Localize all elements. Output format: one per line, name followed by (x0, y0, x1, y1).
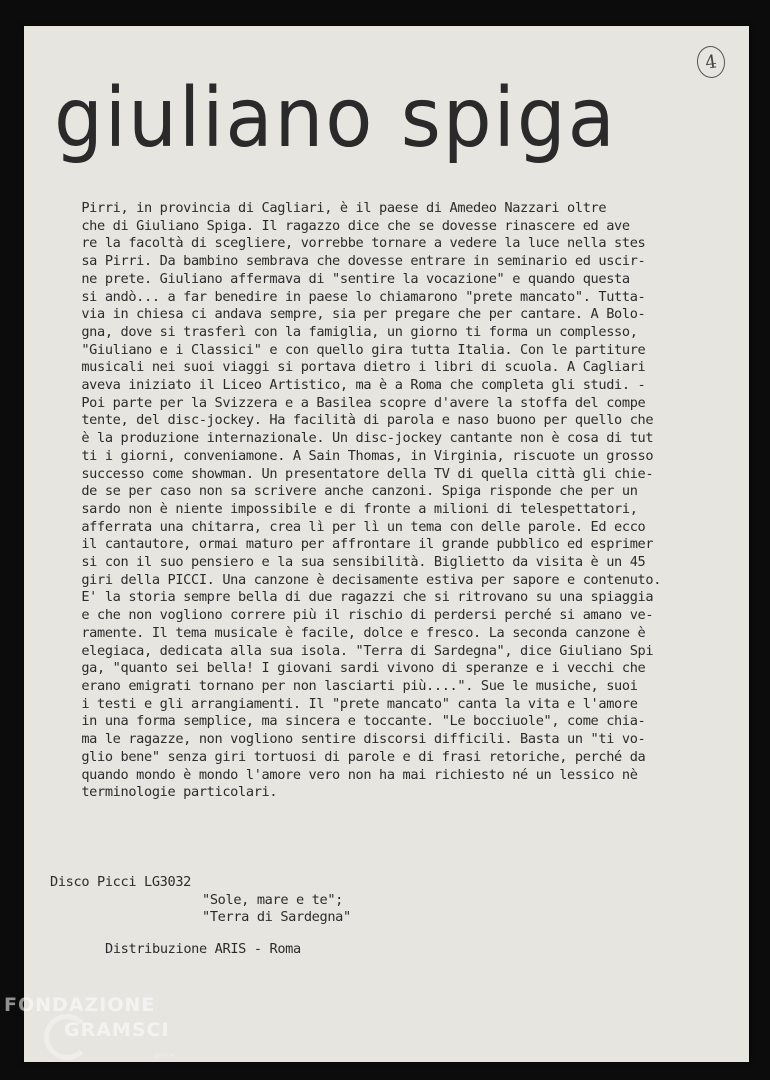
body-line: ga, "quanto sei bella! I giovani sardi vivono di speranze e i vecchi che (50, 660, 646, 677)
body-line: e che non vogliono correre più il rischio di perdersi perché si amano ve- (50, 607, 654, 624)
body-line: quando mondo è mondo l'amore vero non ha mai richiesto né un lessico nè (50, 766, 638, 783)
page-title: giuliano spiga (54, 71, 617, 166)
body-line: sardo non è niente impossibile e di fronte a milioni di telespettatori, (50, 500, 638, 517)
body-line: il cantautore, ormai maturo per affrontare il grande pubblico ed esprimer (50, 536, 654, 553)
watermark-logo (4, 994, 176, 1060)
body-line: musicali nei suoi viaggi si portava dietro i libri di scuola. A Cagliari (50, 359, 646, 376)
disc-distribution: Distribuzione ARIS - Roma (105, 941, 301, 958)
body-line: terminologie particolari. (50, 784, 278, 801)
body-line: i testi e gli arrangiamenti. Il "prete mancato" canta la vita e l'amore (50, 695, 638, 712)
body-line: "Giuliano e i Classici" e con quello gira tutta Italia. Con le partiture (50, 341, 646, 358)
body-line: tente, del disc-jockey. Ha facilità di parola e naso buono per quello che (50, 412, 654, 429)
watermark-line2: GRAMSCI (64, 1019, 170, 1041)
disc-catalog: Disco Picci LG3032 (50, 874, 192, 890)
body-line: successo come showman. Un presentatore della TV di quella città gli chie- (50, 465, 654, 482)
body-line: Pirri, in provincia di Cagliari, è il paese di Amedeo Nazzari oltre (50, 200, 607, 216)
body-line: è la produzione internazionale. Un disc-jockey cantante non è cosa di tut (50, 430, 654, 447)
body-line: giri della PICCI. Una canzone è decisamente estiva per sapore e contenuto. (50, 571, 662, 588)
page-number: 4 (695, 44, 727, 80)
body-line: sa Pirri. Da bambino sembrava che dovesse entrare in seminario ed uscir- (50, 253, 646, 270)
body-line: gna, dove si trasferì con la famiglia, un giorno ti forma un complesso, (50, 323, 638, 340)
watermark-line1: FONDAZIONE (4, 994, 156, 1016)
body-line: E' la storia sempre bella di due ragazzi che si ritrovano su una spiaggia (50, 589, 654, 606)
body-line: elegiaca, dedicata alla sua isola. "Terra di Sardegna", dice Giuliano Spi (50, 642, 654, 659)
body-line: aveva iniziato il Liceo Artistico, ma è a Roma che completa gli studi. - (50, 377, 646, 394)
body-line: afferrata una chitarra, crea lì per lì un tema con delle parole. Ed ecco (50, 518, 646, 535)
body-line: in una forma semplice, ma sincera e toccante. "Le bocciuole", come chia- (50, 713, 646, 730)
body-line: glio bene" senza giri tortuosi di parole e di frasi retoriche, perché da (50, 748, 646, 765)
body-line: si con il suo pensiero e la sua sensibilità. Biglietto da visita è un 45 (50, 554, 646, 571)
body-text (50, 200, 740, 802)
body-line: ma le ragazze, non vogliono sentire discorsi difficili. Basta un "ti vo- (50, 731, 646, 748)
body-line: ramente. Il tema musicale è facile, dolce e fresco. La seconda canzone è (50, 624, 646, 641)
body-line: via in chiesa ci andava sempre, sia per pregare che per cantare. A Bolo- (50, 306, 646, 323)
body-line: re la facoltà di scegliere, vorrebbe tornare a vedere la luce nella stes (50, 235, 646, 252)
body-line: si andò... a far benedire in paese lo chiamarono "prete mancato". Tutta- (50, 288, 646, 305)
disc-info (50, 874, 351, 959)
body-line: ti i giorni, conveniamone. A Sain Thomas, in Virginia, riscuote un grosso (50, 447, 654, 464)
watermark-ring-icon (44, 1014, 90, 1060)
body-line: de se per caso non sa scrivere anche canzoni. Spiga risponde che per un (50, 483, 638, 500)
disc-track-1: "Sole, mare e te"; (202, 891, 344, 908)
document-sheet (24, 26, 749, 1062)
body-line: erano emigrati tornano per non lasciarti più....". Sue le musiche, suoi (50, 677, 638, 694)
body-line: Poi parte per la Svizzera e a Basilea scopre d'avere la stoffa del compe (50, 394, 646, 411)
body-line: che di Giuliano Spiga. Il ragazzo dice che se dovesse rinascere ed ave (50, 217, 630, 234)
disc-track-2: "Terra di Sardegna" (202, 909, 351, 926)
watermark-sub: onlus (154, 1051, 176, 1060)
body-line: ne prete. Giuliano affermava di "sentire la vocazione" e quando questa (50, 270, 630, 287)
